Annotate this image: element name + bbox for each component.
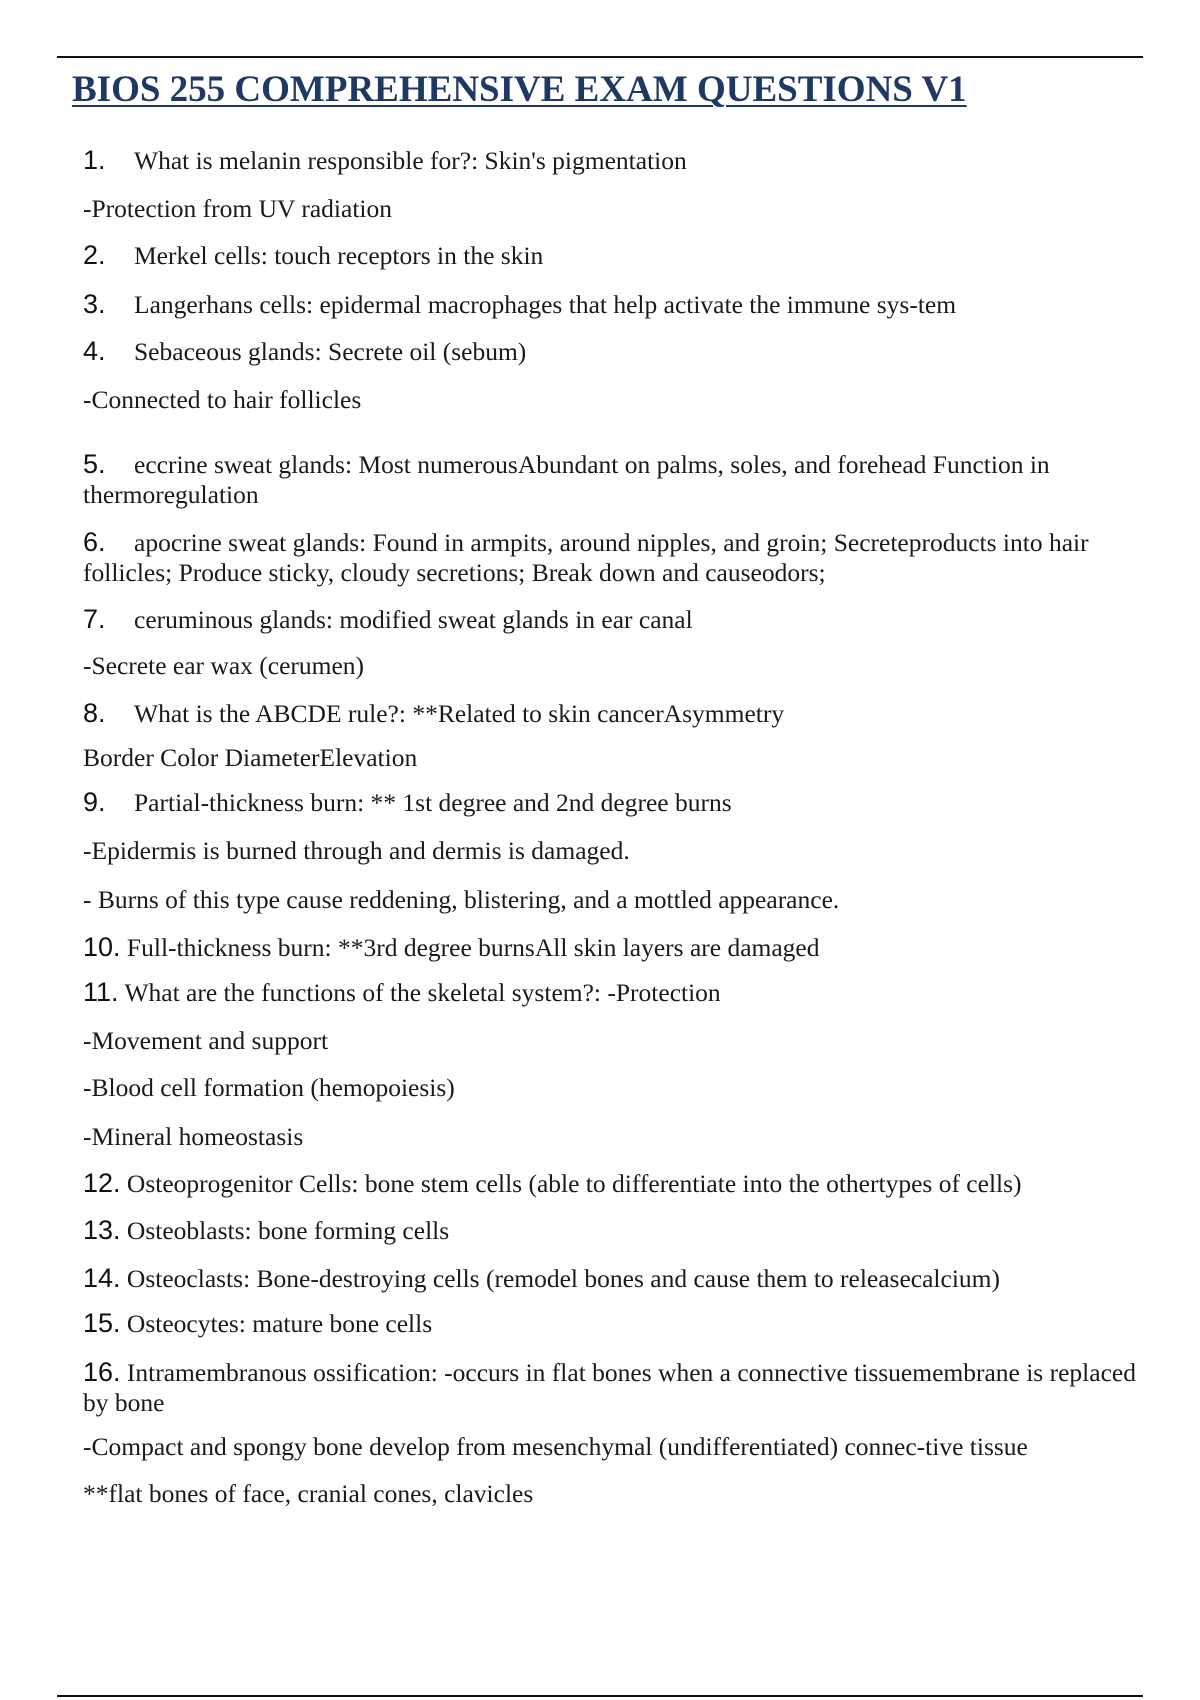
item-text: eccrine sweat glands: Most numerousAbundant on palms, soles, and forehead Function in thermoregulation [83, 450, 1050, 509]
list-item [83, 385, 1148, 415]
list-item [83, 194, 1148, 224]
list-item [83, 698, 1148, 729]
item-text: -Connected to hair follicles [83, 385, 362, 414]
list-item [83, 787, 1148, 818]
item-text: Langerhans cells: epidermal macrophages that help activate the immune sys-tem [134, 290, 957, 319]
list-item [83, 1215, 1148, 1246]
item-text: -Epidermis is burned through and dermis is damaged. [83, 836, 630, 865]
list-item [83, 743, 1148, 773]
item-text: Intramembranous ossification: -occurs in flat bones when a connective tissuemembrane is replaced by bone [83, 1358, 1136, 1417]
item-number: 14. [83, 1263, 121, 1293]
item-text: - Burns of this type cause reddening, blistering, and a mottled appearance. [83, 885, 840, 914]
list-item [83, 1432, 1148, 1462]
list-item [83, 1026, 1148, 1056]
item-text: What is the ABCDE rule?: **Related to skin cancerAsymmetry [134, 699, 785, 728]
list-item [83, 977, 1148, 1008]
item-text: -Blood cell formation (hemopoiesis) [83, 1073, 455, 1102]
item-number: 3. [83, 289, 106, 319]
item-number: 6. [83, 527, 106, 557]
item-number: 10. [83, 932, 121, 962]
list-item [83, 449, 1148, 510]
item-number: 15. [83, 1308, 121, 1338]
item-number: 2. [83, 240, 106, 270]
list-item [83, 145, 1148, 176]
item-number: 11. [83, 977, 119, 1007]
item-text: Osteocytes: mature bone cells [126, 1309, 433, 1338]
item-number: 1. [83, 145, 106, 175]
list-item [83, 1308, 1148, 1339]
item-text: Osteoclasts: Bone-destroying cells (remodel bones and cause them to releasecalcium) [126, 1264, 1000, 1293]
item-text: What are the functions of the skeletal system?: -Protection [124, 978, 721, 1007]
item-text: Border Color DiameterElevation [83, 743, 418, 772]
item-number: 8. [83, 698, 106, 728]
list-item [83, 1263, 1148, 1294]
list-item [83, 527, 1148, 588]
list-item [83, 651, 1148, 681]
item-number: 16. [83, 1357, 121, 1387]
list-item [83, 240, 1148, 271]
list-item [83, 1073, 1148, 1103]
list-item [83, 289, 1148, 320]
item-number: 12. [83, 1168, 121, 1198]
list-item [83, 1122, 1148, 1152]
list-item [83, 604, 1148, 635]
item-number: 9. [83, 787, 106, 817]
item-text: Merkel cells: touch receptors in the skin [134, 241, 544, 270]
list-item [83, 1168, 1148, 1199]
item-text: -Movement and support [83, 1026, 329, 1055]
item-text: apocrine sweat glands: Found in armpits, around nipples, and groin; Secreteproducts into hair follicles; Produce sticky, cloudy secretions; Break down and causeodors; [83, 528, 1089, 587]
list-item [83, 1479, 1148, 1509]
item-text: **flat bones of face, cranial cones, clavicles [83, 1479, 534, 1508]
top-rule [57, 56, 1143, 58]
item-text: Osteoprogenitor Cells: bone stem cells (able to differentiate into the othertypes of cells) [126, 1169, 1022, 1198]
item-text: -Mineral homeostasis [83, 1122, 304, 1151]
page-title: BIOS 255 COMPREHENSIVE EXAM QUESTIONS V1 [72, 69, 967, 110]
item-text: Osteoblasts: bone forming cells [126, 1216, 450, 1245]
bottom-rule [57, 1695, 1143, 1697]
list-item [83, 336, 1148, 367]
item-number: 13. [83, 1215, 121, 1245]
item-number: 7. [83, 604, 106, 634]
item-text: -Secrete ear wax (cerumen) [83, 651, 365, 680]
list-item [83, 836, 1148, 866]
list-item [83, 885, 1148, 915]
item-number: 4. [83, 336, 106, 366]
item-number: 5. [83, 449, 106, 479]
item-text: -Protection from UV radiation [83, 194, 393, 223]
item-text: ceruminous glands: modified sweat glands in ear canal [134, 605, 693, 634]
item-text: What is melanin responsible for?: Skin's pigmentation [134, 146, 687, 175]
item-text: Sebaceous glands: Secrete oil (sebum) [134, 337, 527, 366]
item-text: Partial-thickness burn: ** 1st degree and 2nd degree burns [134, 788, 732, 817]
item-text: -Compact and spongy bone develop from mesenchymal (undifferentiated) connec-tive tissue [83, 1432, 1028, 1461]
list-item [83, 932, 1148, 963]
list-item [83, 1357, 1148, 1418]
item-text: Full-thickness burn: **3rd degree burnsAll skin layers are damaged [126, 933, 820, 962]
